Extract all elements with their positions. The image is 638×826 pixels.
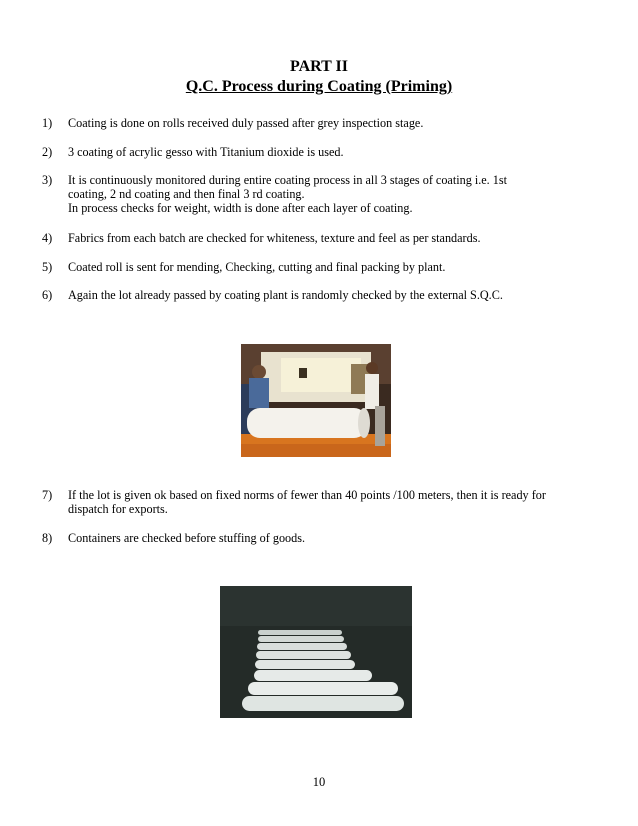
item-text: Fabrics from each batch are checked for whiteness, texture and feel as per standards. — [68, 231, 481, 245]
list-item — [42, 173, 588, 215]
coated-rolls-illustration — [220, 586, 412, 718]
item-number: 8) — [42, 531, 53, 545]
list-item — [42, 260, 588, 274]
item-text: dispatch for exports. — [68, 502, 168, 516]
page-number: 10 — [312, 775, 326, 789]
item-text: Coated roll is sent for mending, Checking, cutting and final packing by plant. — [68, 260, 446, 274]
list-item — [42, 531, 588, 545]
item-number: 2) — [42, 145, 53, 159]
list-item — [42, 288, 588, 302]
list-item — [42, 116, 588, 130]
list-item — [42, 231, 588, 245]
item-number: 7) — [42, 488, 53, 502]
item-number: 5) — [42, 260, 53, 274]
page-title: Q.C. Process during Coating (Priming) — [185, 78, 453, 95]
item-text: 3 coating of acrylic gesso with Titanium dioxide is used. — [68, 145, 344, 159]
item-number: 6) — [42, 288, 53, 302]
item-number: 3) — [42, 173, 53, 187]
item-text: Containers are checked before stuffing of goods. — [68, 531, 306, 545]
list-item — [42, 145, 588, 159]
item-text: coating, 2 nd coating and then final 3 rd coating. — [68, 187, 305, 201]
item-text: Again the lot already passed by coating plant is randomly checked by the external S.Q.C. — [68, 288, 503, 302]
item-text: Coating is done on rolls received duly passed after grey inspection stage. — [68, 116, 424, 130]
item-text: It is continuously monitored during entire coating process in all 3 stages of coating i.e. 1st — [68, 173, 507, 187]
part-label: PART II — [290, 58, 348, 75]
coating-machine-illustration — [241, 344, 391, 457]
item-number: 1) — [42, 116, 53, 130]
list-item — [42, 488, 588, 516]
item-text: In process checks for weight, width is done after each layer of coating. — [68, 201, 413, 215]
coated-rolls-photo — [220, 586, 412, 718]
item-number: 4) — [42, 231, 53, 245]
item-text: If the lot is given ok based on fixed norms of fewer than 40 points /100 meters, then it is ready for — [68, 488, 546, 502]
coating-machine-photo — [241, 344, 391, 457]
